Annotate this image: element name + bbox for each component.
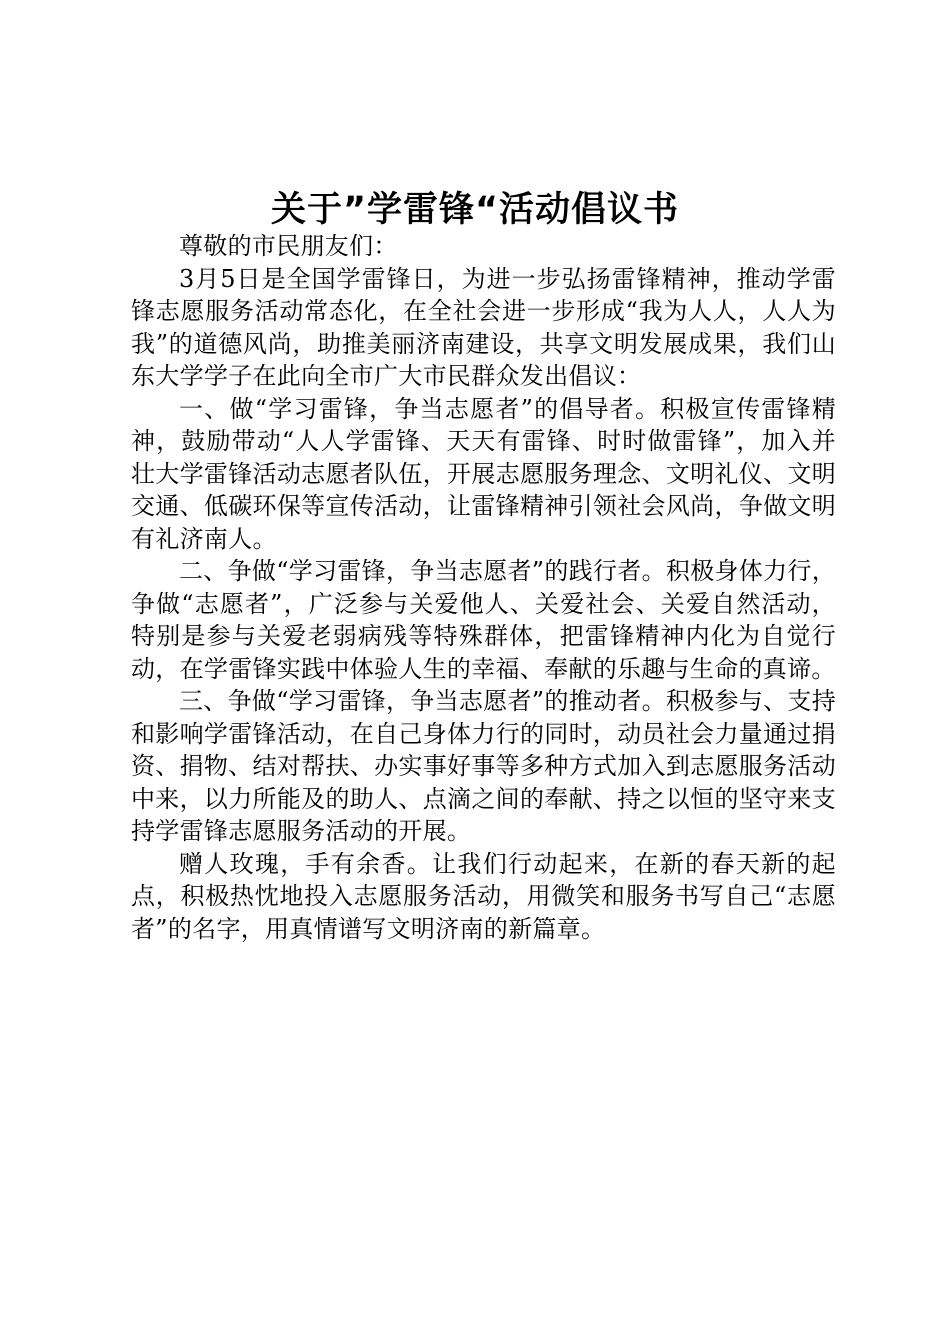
greeting: 尊敬的市民朋友们： xyxy=(179,232,398,260)
document-body xyxy=(131,230,836,945)
paragraph-point-3: 三、争做“学习雷锋，争当志愿者”的推动者。积极参与、支持和影响学雷锋活动，在自己身体力行的同时，动员社会力量通过捐资、捐物、结对帮扶、办实事好事等多种方式加入到志愿服务活动中来，以力所能及的助人、点滴之间的奉献、持之以恒的坚守来支持学雷锋志愿服务活动的开展。 xyxy=(131,687,836,845)
paragraph-closing: 赠人玫瑰，手有余香。让我们行动起来，在新的春天新的起点，积极热忱地投入志愿服务活动，用微笑和服务书写自己“志愿者”的名字，用真情谱写文明济南的新篇章。 xyxy=(131,849,836,943)
paragraph-intro: 3月5日是全国学雷锋日，为进一步弘扬雷锋精神，推动学雷锋志愿服务活动常态化，在全社会进一步形成“我为人人，人人为我”的道德风尚，助推美丽济南建设，共享文明发展成果，我们山东大学学子在此向全市广大市民群众发出倡议： xyxy=(131,264,836,390)
paragraph-point-1: 一、做“学习雷锋，争当志愿者”的倡导者。积极宣传雷锋精神，鼓励带动“人人学雷锋、天天有雷锋、时时做雷锋”，加入并壮大学雷锋活动志愿者队伍，开展志愿服务理念、文明礼仪、文明交通、低碳环保等宣传活动，让雷锋精神引领社会风尚，争做文明有礼济南人。 xyxy=(131,394,836,553)
document-title: 关于”学雷锋“活动倡议书 xyxy=(270,190,679,230)
paragraph-point-2: 二、争做“学习雷锋，争当志愿者”的践行者。积极身体力行，争做“志愿者”，广泛参与关爱他人、关爱社会、关爱自然活动，特别是参与关爱老弱病残等特殊群体，把雷锋精神内化为自觉行动，在学雷锋实践中体验人生的幸福、奉献的乐趣与生命的真谛。 xyxy=(131,557,836,683)
